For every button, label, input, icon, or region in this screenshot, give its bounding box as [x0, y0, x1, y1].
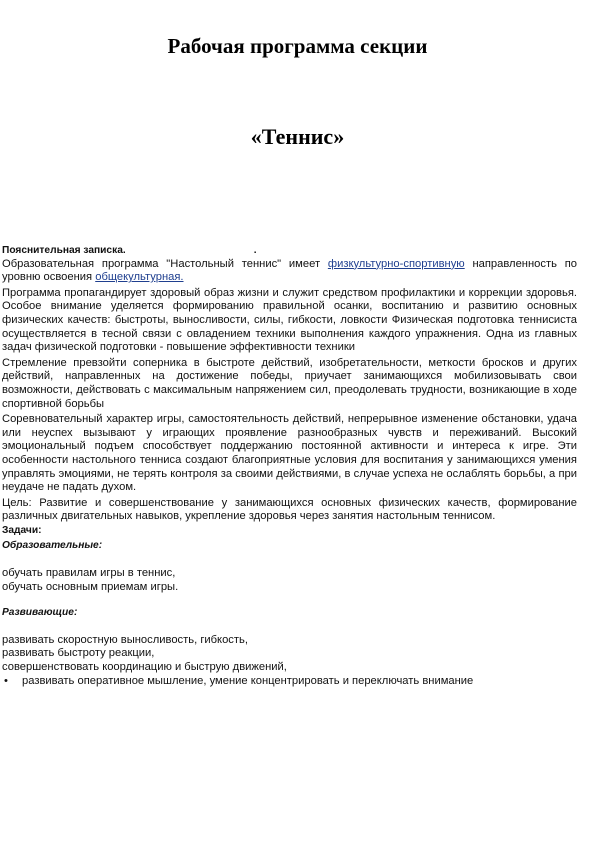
document-body — [2, 244, 577, 688]
paragraph-intro — [2, 258, 577, 285]
tasks-heading: Задачи: — [2, 524, 42, 536]
paragraph-goal: Цель: Развитие и совершенствование у занимающихся основных физических качеств, формирование различных двигательных навыков, укрепление здоровья через занятия настольным теннисом. — [2, 496, 577, 523]
paragraph-program: Программа пропагандирует здоровый образ жизни и служит средством профилактики и коррекции здоровья. Особое внимание уделяется формированию правильной осанки, воспитанию и развитию основных физических качеств: быстроты, выносливости, силы, гибкости, ловкости Физическая подготовка теннисиста осуществляется в тесной связи с овладением техники выполнения каждого упражнения. Одна из главных задач физической подготовки - повышение эффективности техники — [2, 286, 577, 354]
bullet-item-text: развивать оперативное мышление, умение концентрировать и переключать внимание — [22, 674, 474, 687]
paragraph-competition: Соревновательный характер игры, самостоятельность действий, непрерывное изменение обстановки, удача или неуспех вызывают у играющих проявление разнообразных чувств и переживаний. Высокий эмоциональный подъем способствует поддержанию постоянной активности и интереса к игре. Эти особенности настольного тенниса создают благоприятные условия для воспитания у занимающихся умения управлять эмоциями, не терять контроля за своими действиями, в случае успеха не ослаблять борьбы, а при неудаче не падать духом. — [2, 413, 577, 494]
intro-text-start: Образовательная программа "Настольный теннис" имеет — [2, 257, 328, 270]
intro-text-middle: направленность по уровню освоения — [2, 257, 577, 284]
edu-item-2: обучать основным приемам игры. — [2, 580, 179, 593]
document-title: Рабочая программа секции — [167, 34, 428, 58]
dev-heading: Развивающие: — [2, 607, 78, 619]
link-general-level[interactable]: общекультурная. — [95, 271, 184, 284]
note-heading-row — [2, 244, 577, 258]
paragraph-striving: Стремление превзойти соперника в быстроте действий, изобретательности, меткости бросков и других действий, направленных на достижение победы, приучает занимающихся мобилизовывать свои возможности, действовать с максимальным напряжением сил, преодолевать трудности, возникающие в ходе спортивной борьбы — [2, 356, 577, 410]
note-heading: Пояснительная записка. — [2, 245, 126, 256]
stray-dot: . — [253, 245, 257, 256]
edu-item-1: обучать правилам игры в теннис, — [2, 567, 176, 580]
link-sport-direction[interactable]: физкультурно-спортивную — [327, 257, 465, 270]
edu-heading: Образовательные: — [2, 540, 103, 552]
section-title: «Теннис» — [250, 124, 345, 149]
dev-item-2: развивать быстроту реакции, — [2, 647, 155, 660]
dev-item-1: развивать скоростную выносливость, гибкость, — [2, 633, 248, 646]
dev-item-3: совершенствовать координацию и быструю движений, — [2, 661, 287, 674]
bullet-item — [2, 675, 577, 689]
bullet-icon: • — [4, 674, 8, 687]
